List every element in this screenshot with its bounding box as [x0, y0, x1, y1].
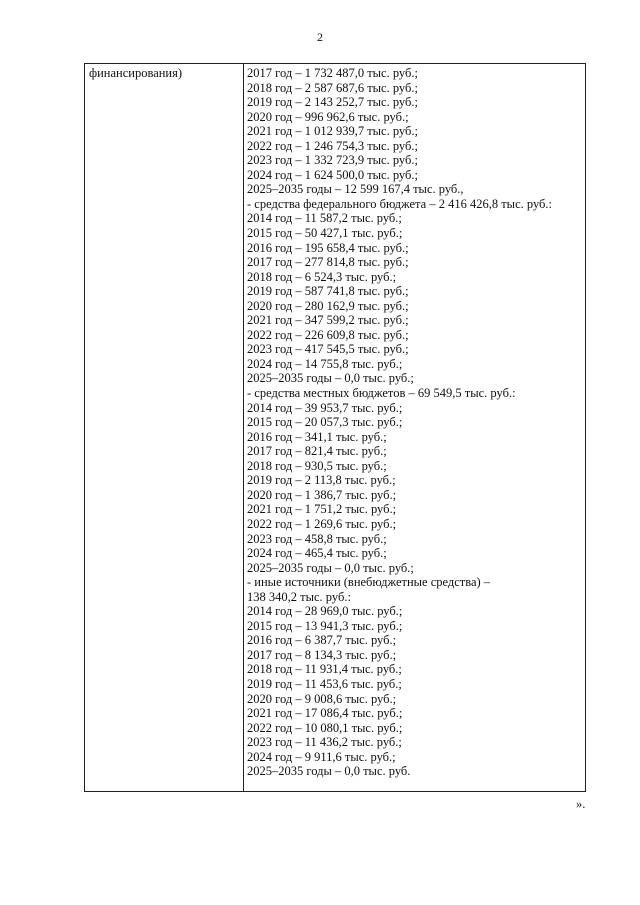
funding-line: 2022 год – 1 269,6 тыс. руб.;	[247, 516, 397, 531]
funding-line: 2023 год – 417 545,5 тыс. руб.;	[247, 342, 409, 357]
funding-line: 2016 год – 195 658,4 тыс. руб.;	[247, 240, 409, 255]
funding-line: 2018 год – 6 524,3 тыс. руб.;	[247, 269, 397, 284]
funding-values-cell	[247, 66, 583, 779]
funding-line: 2025–2035 годы – 0,0 тыс. руб.;	[247, 560, 414, 575]
funding-line: 2024 год – 14 755,8 тыс. руб.;	[247, 356, 403, 371]
funding-line: 2017 год – 821,4 тыс. руб.;	[247, 444, 387, 459]
row-label-cell: финансирования)	[89, 66, 183, 80]
funding-line: - иные источники (внебюджетные средства) –	[247, 575, 491, 590]
funding-line: 2020 год – 280 162,9 тыс. руб.;	[247, 298, 409, 313]
funding-line: 2022 год – 10 080,1 тыс. руб.;	[247, 720, 403, 735]
funding-line: 2024 год – 9 911,6 тыс. руб.;	[247, 749, 396, 764]
funding-line: 2019 год – 587 741,8 тыс. руб.;	[247, 284, 409, 299]
funding-line: 2014 год – 11 587,2 тыс. руб.;	[247, 211, 402, 226]
funding-line: 2021 год – 17 086,4 тыс. руб.;	[247, 706, 403, 721]
funding-line: 138 340,2 тыс. руб.:	[247, 589, 351, 604]
funding-line: 2018 год – 2 587 687,6 тыс. руб.;	[247, 80, 418, 95]
funding-line: 2025–2035 годы – 0,0 тыс. руб.;	[247, 371, 414, 386]
funding-line: 2019 год – 2 113,8 тыс. руб.;	[247, 473, 396, 488]
funding-line: 2023 год – 11 436,2 тыс. руб.;	[247, 735, 402, 750]
funding-line: 2016 год – 341,1 тыс. руб.;	[247, 429, 387, 444]
funding-line: 2022 год – 226 609,8 тыс. руб.;	[247, 327, 409, 342]
column-divider	[243, 64, 244, 791]
funding-line: 2018 год – 11 931,4 тыс. руб.;	[247, 662, 402, 677]
funding-line: 2015 год – 20 057,3 тыс. руб.;	[247, 415, 403, 430]
funding-line: 2021 год – 1 751,2 тыс. руб.;	[247, 502, 397, 517]
funding-line: 2019 год – 2 143 252,7 тыс. руб.;	[247, 95, 418, 110]
funding-line: 2020 год – 9 008,6 тыс. руб.;	[247, 691, 397, 706]
funding-line: 2023 год – 1 332 723,9 тыс. руб.;	[247, 153, 418, 168]
funding-line: 2014 год – 28 969,0 тыс. руб.;	[247, 604, 403, 619]
funding-line: - средства федерального бюджета – 2 416 426,8 тыс. руб.:	[247, 196, 553, 211]
funding-line: 2014 год – 39 953,7 тыс. руб.;	[247, 400, 403, 415]
funding-line: 2015 год – 13 941,3 тыс. руб.;	[247, 618, 403, 633]
funding-line: 2025–2035 годы – 0,0 тыс. руб.	[247, 764, 411, 779]
funding-line: 2015 год – 50 427,1 тыс. руб.;	[247, 226, 403, 241]
funding-line: 2017 год – 277 814,8 тыс. руб.;	[247, 255, 409, 270]
funding-line: 2020 год – 996 962,6 тыс. руб.;	[247, 109, 409, 124]
funding-line: 2023 год – 458,8 тыс. руб.;	[247, 531, 387, 546]
closing-quote: ».	[576, 797, 586, 811]
funding-line: 2017 год – 1 732 487,0 тыс. руб.;	[247, 66, 418, 80]
funding-table	[84, 63, 586, 792]
funding-line: 2021 год – 347 599,2 тыс. руб.;	[247, 313, 409, 328]
funding-line: 2024 год – 465,4 тыс. руб.;	[247, 546, 387, 561]
funding-line: 2018 год – 930,5 тыс. руб.;	[247, 458, 387, 473]
funding-line: - средства местных бюджетов – 69 549,5 тыс. руб.:	[247, 386, 516, 401]
funding-line: 2024 год – 1 624 500,0 тыс. руб.;	[247, 167, 418, 182]
funding-line: 2025–2035 годы – 12 599 167,4 тыс. руб.,	[247, 182, 464, 197]
funding-line: 2016 год – 6 387,7 тыс. руб.;	[247, 633, 397, 648]
funding-line: 2021 год – 1 012 939,7 тыс. руб.;	[247, 124, 418, 139]
funding-line: 2019 год – 11 453,6 тыс. руб.;	[247, 676, 402, 691]
funding-line: 2017 год – 8 134,3 тыс. руб.;	[247, 647, 397, 662]
page-number: 2	[317, 30, 323, 44]
funding-line: 2022 год – 1 246 754,3 тыс. руб.;	[247, 138, 418, 153]
funding-line: 2020 год – 1 386,7 тыс. руб.;	[247, 487, 397, 502]
